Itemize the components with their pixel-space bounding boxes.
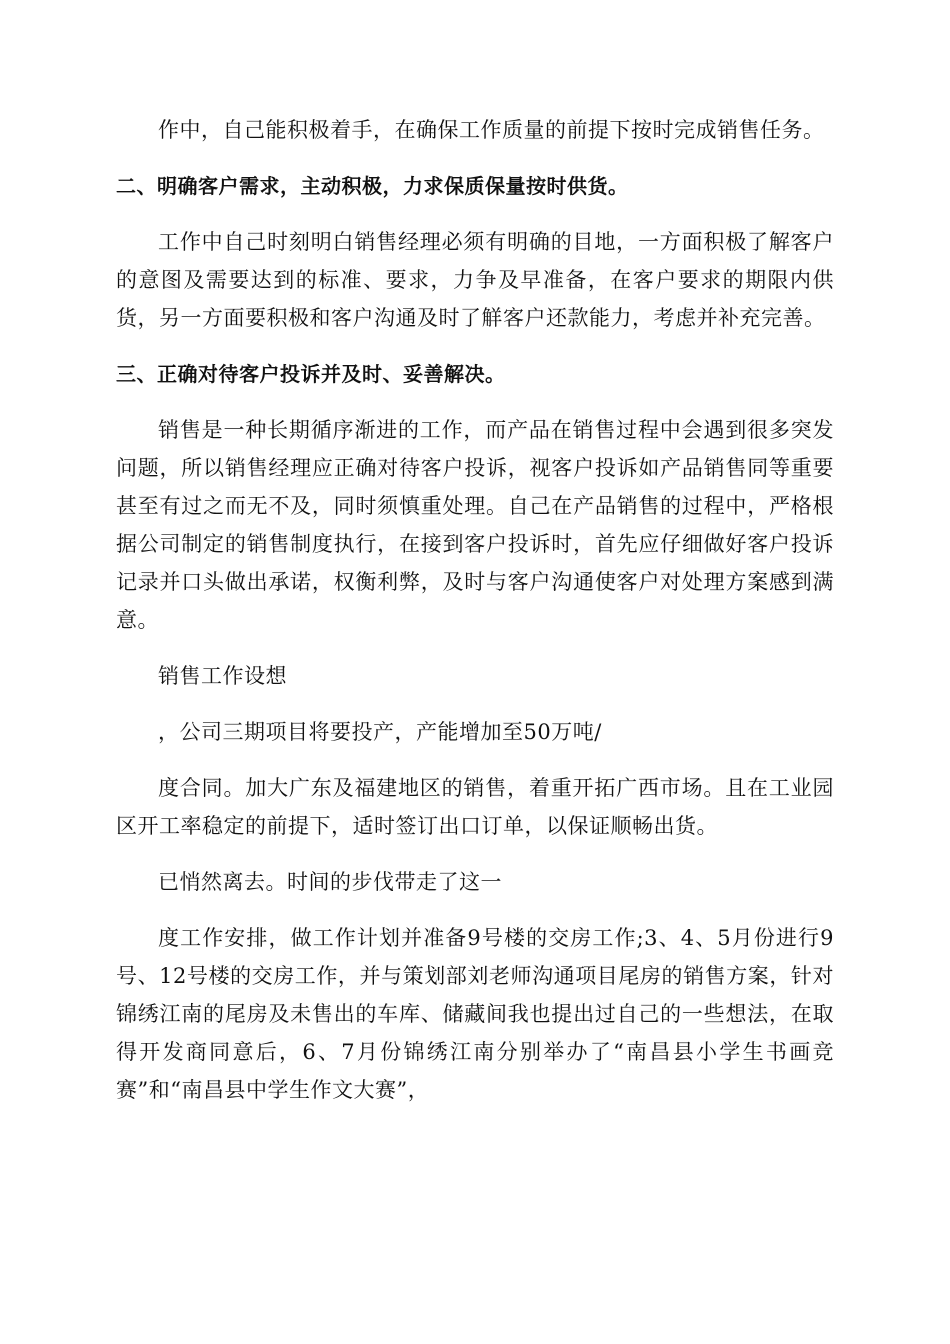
paragraph: 度工作安排，做工作计划并准备9号楼的交房工作;3、4、5月份进行9号、12号楼的交房工作，并与策划部刘老师沟通项目尾房的销售方案，针对锦绣江南的尾房及未售出的车库、储藏间我也提出过自己的一些想法，在取得开发商同意后，6、7月份锦绣江南分别举办了“南昌县小学生书画竞赛”和“南昌县中学生作文大赛”， [116, 926, 834, 1102]
paragraph: 销售是一种长期循序渐进的工作，而产品在销售过程中会遇到很多突发问题，所以销售经理应正确对待客户投诉，视客户投诉如产品销售同等重要甚至有过之而无不及，同时须慎重处理。自己在产品销售的过程中，严格根据公司制定的销售制度执行，在接到客户投诉时，首先应仔细做好客户投诉记录并口头做出承诺，权衡利弊，及时与客户沟通使客户对处理方案感到满意。 [116, 418, 834, 632]
section-heading: 二、明确客户需求，主动积极，力求保质保量按时供货。 [116, 174, 629, 198]
document-body [116, 111, 834, 1109]
paragraph: 已悄然离去。时间的步伐带走了这一 [158, 870, 502, 894]
paragraph: 销售工作设想 [158, 664, 287, 688]
paragraph: 工作中自己时刻明白销售经理必须有明确的目地，一方面积极了解客户的意图及需要达到的标准、要求，力争及早准备，在客户要求的期限内供货，另一方面要积极和客户沟通及时了觧客户还款能力，考虑并补充完善。 [116, 230, 834, 330]
section-heading: 三、正确对待客户投诉并及时、妥善解决。 [116, 362, 506, 386]
paragraph: 度合同。加大广东及福建地区的销售，着重开拓广西市场。且在工业园区开工率稳定的前提下，适时签订出口订单，以保证顺畅出货。 [116, 776, 834, 838]
paragraph: ，公司三期项目将要投产，产能增加至50万吨/ [158, 720, 602, 744]
paragraph: 作中，自己能积极着手，在确保工作质量的前提下按时完成销售任务。 [158, 118, 825, 142]
